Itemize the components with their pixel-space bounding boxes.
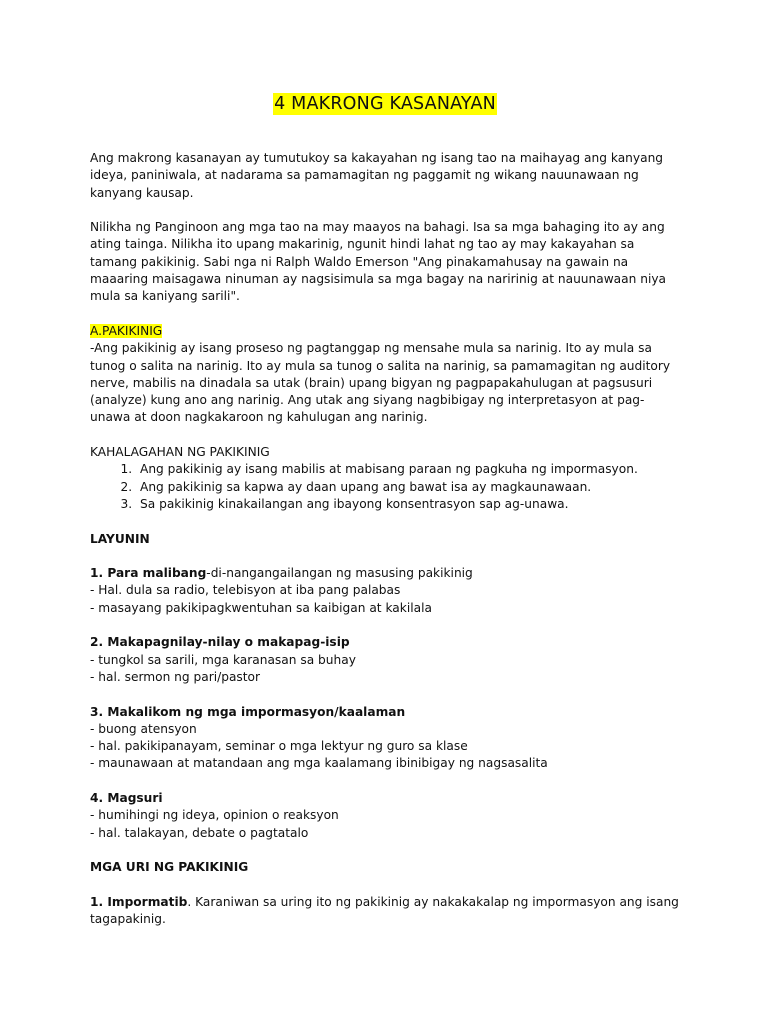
kahalagahan-item: 3. Sa pakikinig kinakailangan ang ibayong konsentrasyon sap ag-unawa. <box>136 496 680 513</box>
layunin-item-line: - hal. sermon ng pari/pastor <box>90 669 261 684</box>
layunin-item-line: - masayang pakikipagkwentuhan sa kaibigan at kakilala <box>90 600 432 615</box>
layunin-item-line: - humihingi ng ideya, opinion o reaksyon <box>90 808 339 823</box>
mga-uri-heading: MGA URI NG PAKIKINIG <box>90 860 249 875</box>
section-a-text: -Ang pakikinig ay isang proseso ng pagtanggap ng mensahe mula sa narinig. Ito ay mula sa tunog o salita na narinig. Ito ay mula sa tunog o salita na narinig, sa pamamagitan ng auditory nerve, mabilis na dinadala sa utak (brain) upang bigyan ng pagpapakahulugan at pagsusuri (analyze) kung ano ang narinig. Ang utak ang siyang nagbibigay ng interpretasyon at pag-unawa at doon nagkakaroon ng kahulugan ang narinig. <box>90 341 671 425</box>
mga-uri-first-item: 1. Impormatib. Karaniwan sa uring ito ng pakikinig ay nakakakalap ng impormasyon ang isang tagapakinig. <box>90 894 679 927</box>
section-a-heading: A.PAKIKINIG <box>90 323 163 338</box>
kahalagahan-list <box>90 461 680 513</box>
layunin-item-line: - tungkol sa sarili, mga karanasan sa buhay <box>90 652 356 667</box>
layunin-item-line: - maunawaan at matandaan ang mga kaalamang ibinibigay ng nagsasalita <box>90 756 548 771</box>
layunin-item-title: 2. Makapagnilay-nilay o makapag-isip <box>90 635 350 650</box>
section-a-heading-line <box>90 323 680 340</box>
layunin-heading: LAYUNIN <box>90 531 150 546</box>
layunin-item-title: 3. Makalikom ng mga impormasyon/kaalaman <box>90 704 406 719</box>
kahalagahan-heading: KAHALAGAHAN NG PAKIKINIG <box>90 445 270 460</box>
layunin-item-line: - Hal. dula sa radio, telebisyon at iba pang palabas <box>90 583 401 598</box>
intro-paragraph-1: Ang makrong kasanayan ay tumutukoy sa kakayahan ng isang tao na maihayag ang kanyang ideya, paniniwala, at nadarama sa pamamagitan ng paggamit ng wikang nauunawaan ng kanyang kausap. <box>90 151 664 200</box>
layunin-item-title: 4. Magsuri <box>90 790 163 805</box>
document-body <box>90 150 680 928</box>
layunin-item-line: - buong atensyon <box>90 721 197 736</box>
intro-paragraph-2: Nilikha ng Panginoon ang mga tao na may maayos na bahagi. Isa sa mga bahaging ito ay ang ating tainga. Nilikha ito upang makarinig, ngunit hindi lahat ng tao ay may kakayahan sa tamang pakikinig. Sabi nga ni Ralph Waldo Emerson "Ang pinakamahusay na gawain na maaaring maisagawa ninuman ay nagsisimula sa mga bagay na naririnig at nauunawaan niya mula sa kaniyang sarili". <box>90 220 667 304</box>
title-wrap <box>90 93 680 115</box>
layunin-item-line: - hal. pakikipanayam, seminar o mga lektyur ng guro sa klase <box>90 739 468 754</box>
kahalagahan-item: 2. Ang pakikinig sa kapwa ay daan upang ang bawat isa ay magkaunawaan. <box>136 479 680 496</box>
layunin-item-line: - hal. talakayan, debate o pagtatalo <box>90 825 309 840</box>
layunin-item-title: 1. Para malibang-di-nangangailangan ng masusing pakikinig <box>90 566 473 581</box>
document-title: 4 MAKRONG KASANAYAN <box>274 94 496 114</box>
kahalagahan-item: 1. Ang pakikinig ay isang mabilis at mabisang paraan ng pagkuha ng impormasyon. <box>136 461 680 478</box>
